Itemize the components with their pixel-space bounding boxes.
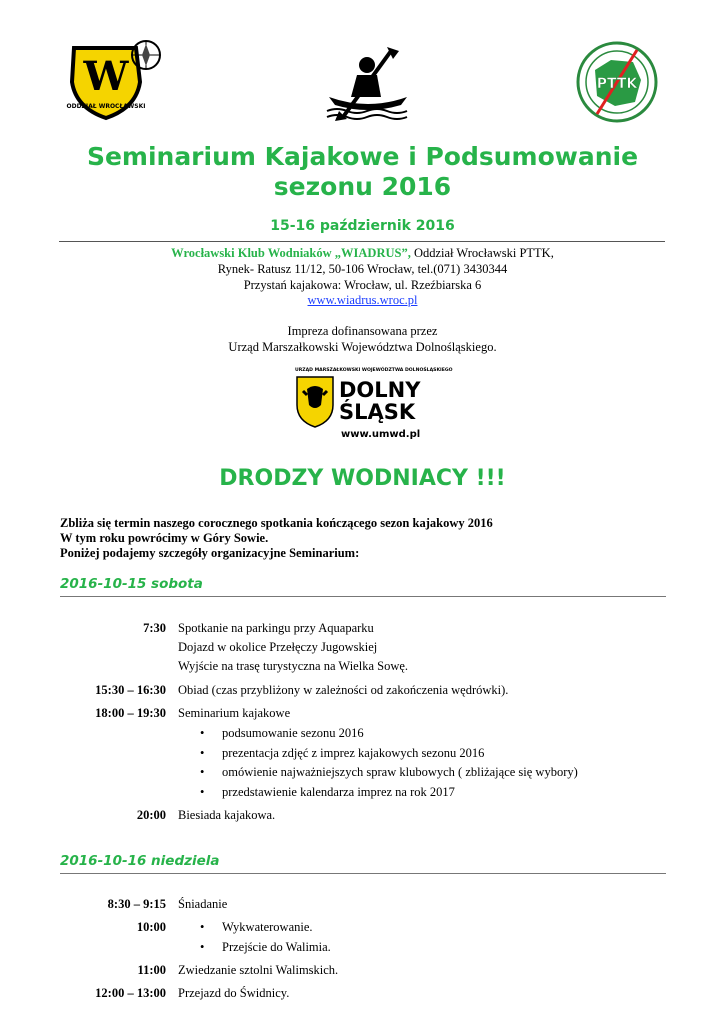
schedule-text: Śniadanie xyxy=(178,897,228,911)
umwd-url: www.umwd.pl xyxy=(341,429,421,440)
schedule-text: Dojazd w okolice Przełęczy Jugowskiej xyxy=(178,640,378,654)
schedule-text: Spotkanie na parkingu przy Aquaparku xyxy=(178,621,374,635)
schedule-text: Seminarium kajakowe xyxy=(178,706,291,720)
schedule-text: Przejazd do Świdnicy. xyxy=(178,986,290,1000)
schedule-time: 12:00 – 13:00 xyxy=(95,986,166,1000)
list-item: • prezentacja zdjęć z imprez kajakowych sezonu 2016 xyxy=(200,746,484,761)
intro-line: W tym roku powrócimy w Góry Sowie. xyxy=(60,531,269,545)
funding-line-1: Impreza dofinansowana przez xyxy=(287,324,438,338)
pttk-logo xyxy=(575,40,659,124)
schedule-text: Biesiada kajakowa. xyxy=(178,808,276,822)
schedule-time: 15:30 – 16:30 xyxy=(95,683,166,697)
page-title xyxy=(0,142,725,202)
website-row xyxy=(0,292,725,308)
umwd-top-text: URZĄD MARSZAŁKOWSKI WOJEWÓDZTWA DOLNOŚLĄSKIEGO xyxy=(295,368,453,373)
list-item: • podsumowanie sezonu 2016 xyxy=(200,726,364,741)
list-item: • Wykwaterowanie. xyxy=(200,920,313,935)
schedule-time: 20:00 xyxy=(136,808,166,822)
greeting-heading: DRODZY WODNIACY !!! xyxy=(219,466,506,491)
title-line-2: sezonu 2016 xyxy=(273,172,452,201)
schedule-text: Zwiedzanie sztolni Walimskich. xyxy=(178,963,339,977)
schedule-time: 7:30 xyxy=(143,621,166,635)
club-name: Wrocławski Klub Wodniaków „WIADRUS”, xyxy=(171,246,411,260)
schedule-text: Wyjście na trasę turystyczna na Wielka Sowę. xyxy=(178,659,409,673)
list-item: • Przejście do Walimia. xyxy=(200,940,331,955)
club-branch: Oddział Wrocławski PTTK, xyxy=(410,246,554,260)
organizer-line xyxy=(0,245,725,261)
event-date: 15-16 październik 2016 xyxy=(270,218,455,234)
kayaker-icon xyxy=(321,45,415,123)
dolny-slask-logo xyxy=(293,365,453,443)
list-item: • omówienie najważniejszych spraw klubowych ( zbliżające się wybory) xyxy=(200,765,578,780)
day2-heading: 2016-10-16 niedziela xyxy=(60,853,220,869)
intro-line: Zbliża się termin naszego corocznego spotkania kończącego sezon kajakowy 2016 xyxy=(60,516,493,530)
logo-ring-text: ODDZIAŁ WROCŁAWSKI xyxy=(66,103,146,110)
website-link[interactable]: www.wiadrus.wroc.pl xyxy=(307,293,418,307)
intro-line: Poniżej podajemy szczegóły organizacyjne Seminarium: xyxy=(60,546,360,560)
wiadrus-club-logo xyxy=(66,38,166,122)
divider xyxy=(59,241,665,242)
umwd-line-2: ŚLĄSK xyxy=(339,400,416,424)
marina-address: Przystań kajakowa: Wrocław, ul. Rzeźbiarska 6 xyxy=(243,278,482,292)
day2-divider xyxy=(60,873,666,874)
day1-divider xyxy=(60,596,666,597)
pttk-logo-text: PTTK xyxy=(596,76,638,92)
umwd-line-1: DOLNY xyxy=(339,378,421,402)
schedule-time: 18:00 – 19:30 xyxy=(95,706,166,720)
list-item: • przedstawienie kalendarza imprez na rok 2017 xyxy=(200,785,455,800)
logo-letter: W xyxy=(83,53,129,100)
schedule-time: 11:00 xyxy=(137,963,166,977)
schedule-text: Obiad (czas przybliżony w zależności od zakończenia wędrówki). xyxy=(178,683,509,697)
schedule-time: 10:00 xyxy=(136,920,166,934)
schedule-time: 8:30 – 9:15 xyxy=(107,897,166,911)
day1-heading: 2016-10-15 sobota xyxy=(60,576,203,592)
funding-line-2: Urząd Marszałkowski Województwa Dolnośląskiego. xyxy=(228,340,497,354)
title-line-1: Seminarium Kajakowe i Podsumowanie xyxy=(86,142,639,171)
club-address: Rynek- Ratusz 11/12, 50-106 Wrocław, tel.(071) 3430344 xyxy=(217,262,508,276)
intro-text xyxy=(60,516,493,561)
